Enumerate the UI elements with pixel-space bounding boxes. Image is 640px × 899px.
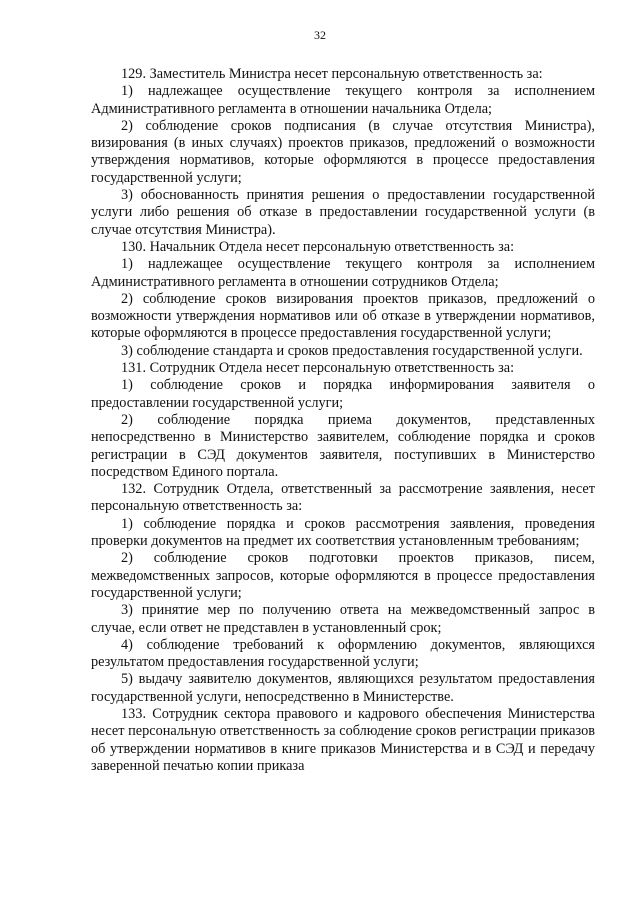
paragraph: 2) соблюдение сроков визирования проектов приказов, предложений о возможности утверждения нормативов или об отказе в утверждении нормативов, которые оформляются в процессе предоставления государственной услуги; [91, 290, 595, 342]
paragraph: 5) выдачу заявителю документов, являющихся результатом предоставления государственной услуги, непосредственно в Министерстве. [91, 671, 595, 705]
document-body [91, 66, 595, 775]
paragraph: 1) соблюдение сроков и порядка информирования заявителя о предоставлении государственной услуги; [91, 377, 595, 411]
paragraph: 131. Сотрудник Отдела несет персональную ответственность за: [121, 360, 515, 377]
paragraph: 129. Заместитель Министра несет персональную ответственность за: [121, 66, 543, 82]
paragraph: 3) принятие мер по получению ответа на межведомственный запрос в случае, если ответ не представлен в установленный срок; [91, 602, 595, 636]
paragraph: 130. Начальник Отдела несет персональную ответственность за: [121, 238, 515, 255]
paragraph: 2) соблюдение сроков подписания (в случае отсутствия Министра), визирования (в иных случаях) проектов приказов, предложений о возможности утверждения нормативов, которые оформляются в процессе предоставления государственной услуги; [91, 117, 595, 186]
paragraph: 3) обоснованность принятия решения о предоставлении государственной услуги либо решения об отказе в предоставлении государственной услуги (в случае отсутствия Министра). [91, 187, 595, 238]
paragraph: 4) соблюдение требований к оформлению документов, являющихся результатом предоставления государственной услуги; [91, 636, 595, 671]
paragraph: 1) надлежащее осуществление текущего контроля за исполнением Административного регламента в отношении сотрудников Отдела; [91, 256, 595, 290]
paragraph: 3) соблюдение стандарта и сроков предоставления государственной услуги. [121, 342, 583, 359]
paragraph: 1) соблюдение порядка и сроков рассмотрения заявления, проведения проверки документов на предмет их соответствия установленным требованиям; [91, 515, 595, 550]
paragraph: 2) соблюдение сроков подготовки проектов приказов, писем, межведомственных запросов, которые оформляются в процессе предоставления государственной услуги; [91, 550, 595, 601]
paragraph: 133. Сотрудник сектора правового и кадрового обеспечения Министерства несет персональную ответственность за соблюдение сроков регистрации приказов об утверждении нормативов в книге приказов Министерства и в СЭД и передачу заверенной печатью копии приказа [91, 705, 595, 774]
page-number: 32 [314, 28, 326, 42]
paragraph: 132. Сотрудник Отдела, ответственный за рассмотрение заявления, несет персональную ответственность за: [91, 481, 595, 515]
paragraph: 1) надлежащее осуществление текущего контроля за исполнением Административного регламента в отношении начальника Отдела; [91, 83, 595, 117]
paragraph: 2) соблюдение порядка приема документов, представленных непосредственно в Министерство заявителем, соблюдение порядка и сроков регистрации в СЭД документов заявителя, поступивших в Министерство посредством Единого портала. [91, 411, 595, 480]
